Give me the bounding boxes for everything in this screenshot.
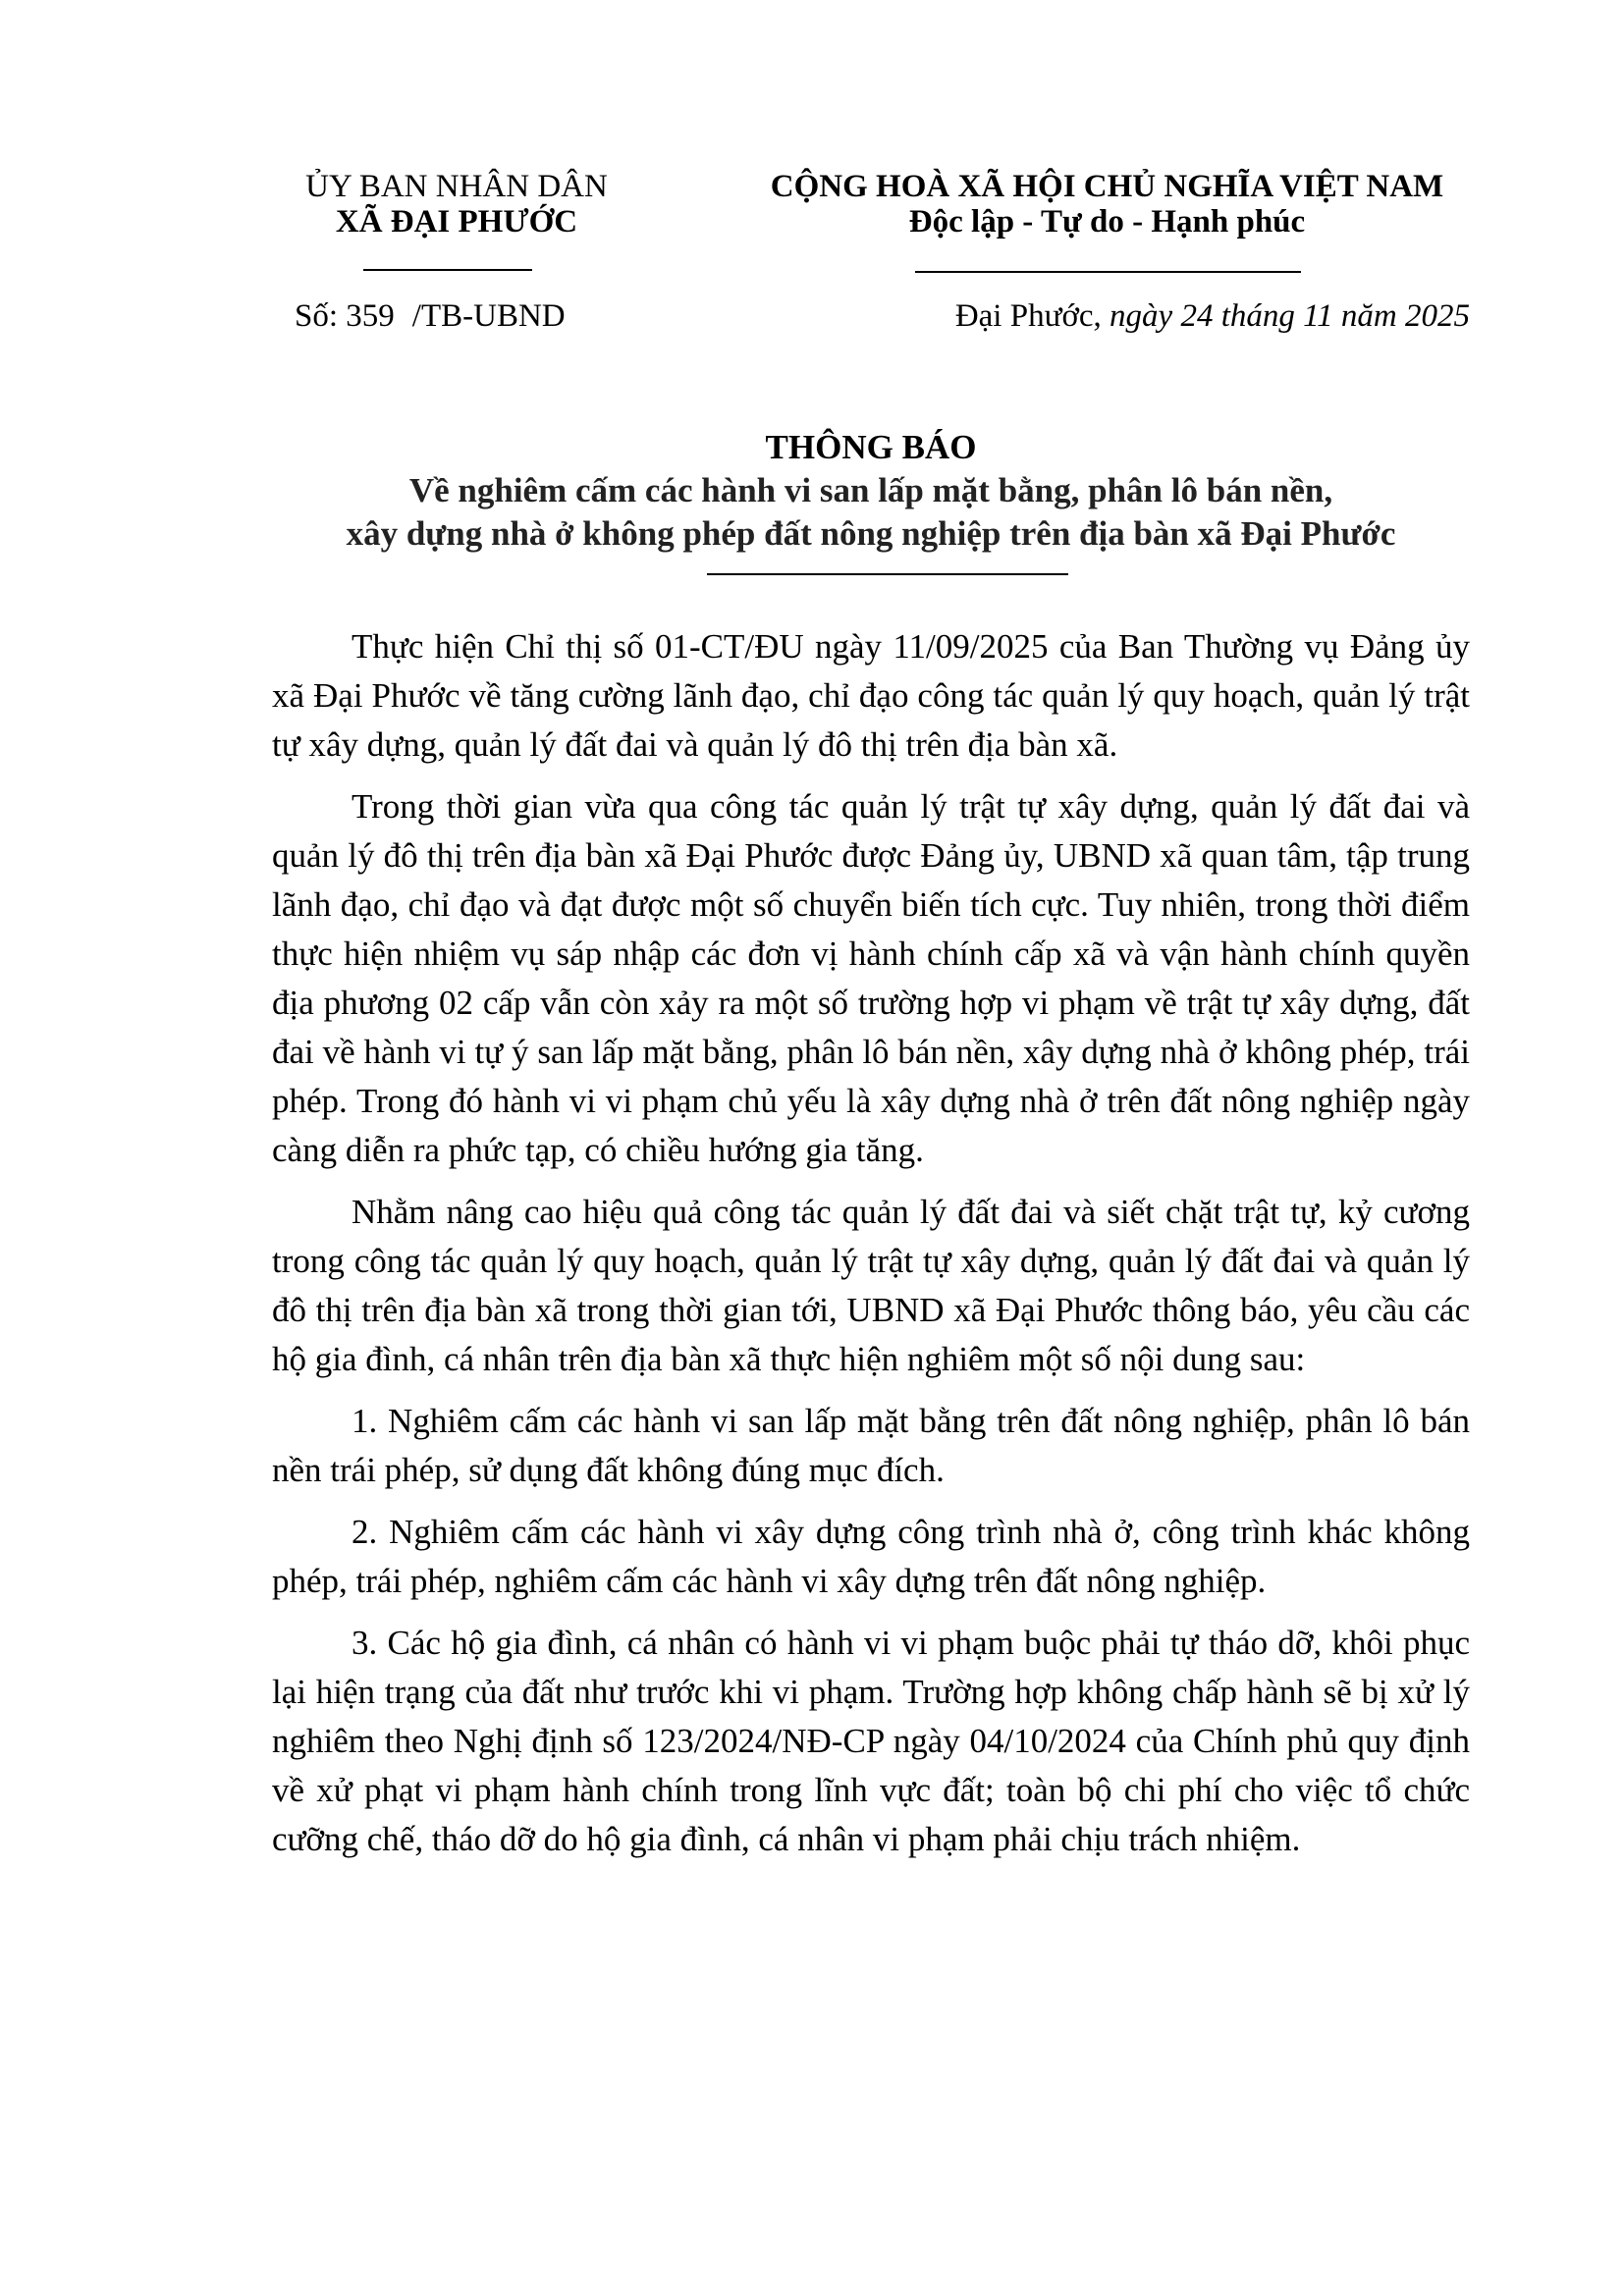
document-subtitle-line-2: xây dựng nhà ở không phép đất nông nghiệp trên địa bàn xã Đại Phước — [346, 514, 1396, 553]
document-title-block — [272, 426, 1470, 556]
document-subtitle-line-1: Về nghiêm cấm các hành vi san lấp mặt bằng, phân lô bán nền, — [408, 471, 1333, 509]
body-paragraph: Thực hiện Chỉ thị số 01-CT/ĐU ngày 11/09/2025 của Ban Thường vụ Đảng ủy xã Đại Phước về tăng cường lãnh đạo, chỉ đạo công tác quản lý quy hoạch, quản lý trật tự xây dựng, quản lý đất đai và quản lý đô thị trên địa bàn xã. — [272, 627, 1470, 764]
national-header — [707, 169, 1507, 240]
document-number — [295, 294, 566, 338]
title-underline — [707, 573, 1068, 575]
document-number-suffix: /TB-UBND — [411, 298, 566, 334]
document-title: THÔNG BÁO — [765, 428, 977, 466]
agency-underline — [363, 269, 532, 271]
place-date — [955, 294, 1470, 338]
date: ngày 24 tháng 11 năm 2025 — [1110, 298, 1470, 334]
numbered-item-2: 2. Nghiêm cấm các hành vi xây dựng công trình nhà ở, công trình khác không phép, trái phép, nghiêm cấm các hành vi xây dựng trên đất nông nghiệp. — [272, 1513, 1470, 1600]
motto-underline — [915, 271, 1301, 273]
agency-line-2: XÃ ĐẠI PHƯỚC — [335, 204, 578, 240]
agency-line-1: ỦY BAN NHÂN DÂN — [305, 169, 608, 204]
body-paragraph: Nhằm nâng cao hiệu quả công tác quản lý đất đai và siết chặt trật tự, kỷ cương trong công tác quản lý quy hoạch, quản lý trật tự xây dựng, quản lý đất đai và quản lý đô thị trên địa bàn xã trong thời gian tới, UBND xã Đại Phước thông báo, yêu cầu các hộ gia đình, cá nhân trên địa bàn xã thực hiện nghiêm một số nội dung sau: — [272, 1193, 1470, 1378]
place: Đại Phước, — [954, 298, 1102, 334]
numbered-item-1: 1. Nghiêm cấm các hành vi san lấp mặt bằng trên đất nông nghiệp, phân lô bán nền trái phép, sử dụng đất không đúng mục đích. — [272, 1402, 1470, 1489]
national-motto: Độc lập - Tự do - Hạnh phúc — [908, 204, 1306, 240]
numbered-item-3: 3. Các hộ gia đình, cá nhân có hành vi vi phạm buộc phải tự tháo dỡ, khôi phục lại hiện trạng của đất như trước khi vi phạm. Trường hợp không chấp hành sẽ bị xử lý nghiêm theo Nghị định số 123/2024/NĐ-CP ngày 04/10/2024 của Chính phủ quy định về xử phạt vi phạm hành chính trong lĩnh vực đất; toàn bộ chi phí cho việc tổ chức cưỡng chế, tháo dỡ do hộ gia đình, cá nhân vi phạm phải chịu trách nhiệm. — [272, 1624, 1470, 1858]
nation-name: CỘNG HOÀ XÃ HỘI CHỦ NGHĨA VIỆT NAM — [770, 169, 1444, 204]
issuing-agency — [260, 169, 653, 240]
body-paragraph: Trong thời gian vừa qua công tác quản lý trật tự xây dựng, quản lý đất đai và quản lý đô thị trên địa bàn xã Đại Phước được Đảng ủy, UBND xã quan tâm, tập trung lãnh đạo, chỉ đạo và đạt được một số chuyển biến tích cực. Tuy nhiên, trong thời điểm thực hiện nhiệm vụ sáp nhập các đơn vị hành chính cấp xã và vận hành chính quyền địa phương 02 cấp vẫn còn xảy ra một số trường hợp vi phạm về trật tự xây dựng, đất đai về hành vi tự ý san lấp mặt bằng, phân lô bán nền, xây dựng nhà ở không phép, trái phép. Trong đó hành vi vi phạm chủ yếu là xây dựng nhà ở trên đất nông nghiệp ngày càng diễn ra phức tạp, có chiều hướng gia tăng. — [272, 787, 1470, 1169]
document-number-prefix: Số: 359 — [295, 298, 395, 334]
document-body — [272, 622, 1470, 1877]
